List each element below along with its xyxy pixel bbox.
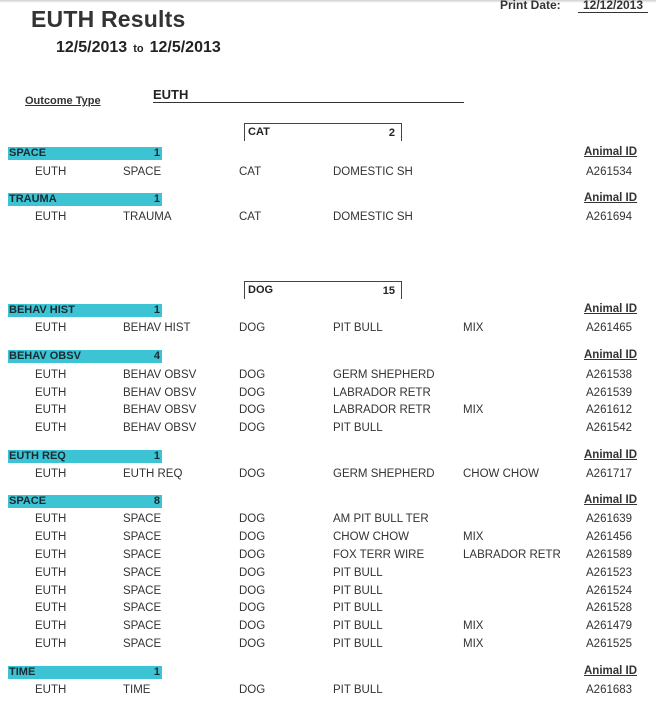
reason-cell: TIME — [123, 684, 151, 696]
animal-id-column-header: Animal ID — [584, 449, 638, 461]
reason-cell: SPACE — [123, 531, 162, 543]
animal-id-cell: A261542 — [586, 422, 633, 434]
primary-breed-cell: FOX TERR WIRE — [333, 549, 425, 561]
group-name: BEHAV OBSV — [9, 350, 81, 362]
group-count: 1 — [153, 666, 160, 678]
animal-id-cell: A261589 — [586, 549, 633, 561]
print-date-value: 12/12/2013 — [578, 0, 648, 13]
species-cell: DOG — [239, 404, 266, 416]
date-from: 12/5/2013 — [56, 39, 128, 56]
reason-cell: BEHAV OBSV — [123, 369, 197, 381]
species-cell: DOG — [239, 531, 266, 543]
reason-cell: BEHAV HIST — [123, 322, 191, 334]
secondary-breed-cell: LABRADOR RETR — [463, 549, 561, 561]
group-header-bar — [8, 193, 162, 206]
table-row — [0, 620, 656, 638]
group-name: EUTH REQ — [9, 450, 66, 462]
outcome-cell: EUTH — [35, 468, 67, 480]
primary-breed-cell: GERM SHEPHERD — [333, 468, 435, 480]
group-count: 8 — [153, 495, 160, 507]
table-row — [0, 369, 656, 387]
reason-cell: SPACE — [123, 567, 162, 579]
animal-id-column-header: Animal ID — [584, 303, 638, 315]
outcome-cell: EUTH — [35, 549, 67, 561]
reason-cell: SPACE — [123, 585, 162, 597]
primary-breed-cell: LABRADOR RETR — [333, 387, 431, 399]
outcome-cell: EUTH — [35, 567, 67, 579]
print-date-label: Print Date: — [500, 0, 561, 12]
species-cell: DOG — [239, 322, 266, 334]
outcome-cell: EUTH — [35, 211, 67, 223]
table-row — [0, 404, 656, 422]
outcome-type-value: EUTH — [153, 87, 464, 103]
group-header-bar — [8, 495, 162, 508]
group-header-bar — [8, 666, 162, 679]
species-cell: DOG — [239, 369, 266, 381]
reason-cell: BEHAV OBSV — [123, 387, 197, 399]
outcome-cell: EUTH — [35, 585, 67, 597]
species-cell: DOG — [239, 422, 266, 434]
group-name: SPACE — [9, 147, 47, 159]
primary-breed-cell: PIT BULL — [333, 620, 383, 632]
secondary-breed-cell: CHOW CHOW — [463, 468, 540, 480]
species-cell: DOG — [239, 513, 266, 525]
outcome-cell: EUTH — [35, 422, 67, 434]
reason-cell: BEHAV OBSV — [123, 404, 197, 416]
date-range-separator: to — [133, 43, 144, 55]
group-name: SPACE — [9, 495, 47, 507]
species-name: DOG — [248, 284, 274, 296]
species-cell: DOG — [239, 468, 266, 480]
table-row — [0, 422, 656, 440]
animal-id-cell: A261717 — [586, 468, 633, 480]
print-date — [500, 0, 644, 12]
secondary-breed-cell: MIX — [463, 531, 484, 543]
group-count: 1 — [153, 450, 160, 462]
primary-breed-cell: AM PIT BULL TER — [333, 513, 429, 525]
primary-breed-cell: DOMESTIC SH — [333, 211, 413, 223]
species-cell: DOG — [239, 567, 266, 579]
primary-breed-cell: DOMESTIC SH — [333, 166, 413, 178]
primary-breed-cell: PIT BULL — [333, 322, 383, 334]
table-row — [0, 387, 656, 405]
animal-id-cell: A261612 — [586, 404, 633, 416]
primary-breed-cell: PIT BULL — [333, 422, 383, 434]
animal-id-cell: A261528 — [586, 602, 633, 614]
animal-id-column-header: Animal ID — [584, 665, 638, 677]
table-row — [0, 549, 656, 567]
species-cell: DOG — [239, 620, 266, 632]
outcome-cell: EUTH — [35, 387, 67, 399]
reason-cell: SPACE — [123, 602, 162, 614]
species-cell: DOG — [239, 638, 266, 650]
species-count: 15 — [382, 285, 395, 297]
secondary-breed-cell: MIX — [463, 620, 484, 632]
table-row — [0, 602, 656, 620]
group-count: 4 — [153, 350, 160, 362]
reason-cell: EUTH REQ — [123, 468, 183, 480]
group-header-bar — [8, 304, 162, 317]
group-count: 1 — [153, 193, 160, 205]
species-cell: CAT — [239, 211, 262, 223]
species-cell: DOG — [239, 585, 266, 597]
outcome-cell: EUTH — [35, 513, 67, 525]
outcome-cell: EUTH — [35, 322, 67, 334]
species-name: CAT — [248, 126, 270, 138]
animal-id-cell: A261683 — [586, 684, 633, 696]
outcome-cell: EUTH — [35, 531, 67, 543]
outcome-cell: EUTH — [35, 684, 67, 696]
outcome-cell: EUTH — [35, 620, 67, 632]
animal-id-cell: A261694 — [586, 211, 633, 223]
outcome-cell: EUTH — [35, 166, 67, 178]
species-cell: DOG — [239, 549, 266, 561]
reason-cell: SPACE — [123, 166, 162, 178]
secondary-breed-cell: MIX — [463, 404, 484, 416]
report-title: EUTH Results — [31, 6, 186, 32]
animal-id-cell: A261479 — [586, 620, 633, 632]
secondary-breed-cell: MIX — [463, 638, 484, 650]
primary-breed-cell: PIT BULL — [333, 585, 383, 597]
outcome-cell: EUTH — [35, 369, 67, 381]
animal-id-cell: A261523 — [586, 567, 633, 579]
group-name: TRAUMA — [9, 193, 57, 205]
group-count: 1 — [153, 304, 160, 316]
species-cell: DOG — [239, 387, 266, 399]
reason-cell: SPACE — [123, 513, 162, 525]
animal-id-cell: A261524 — [586, 585, 633, 597]
animal-id-cell: A261456 — [586, 531, 633, 543]
table-row — [0, 567, 656, 585]
group-header-bar — [8, 450, 162, 463]
table-row — [0, 211, 656, 229]
table-row — [0, 531, 656, 549]
primary-breed-cell: PIT BULL — [333, 684, 383, 696]
group-header-bar — [8, 147, 162, 160]
animal-id-cell: A261539 — [586, 387, 633, 399]
animal-id-cell: A261525 — [586, 638, 633, 650]
species-header-cat — [244, 123, 402, 141]
group-count: 1 — [153, 147, 160, 159]
animal-id-column-header: Animal ID — [584, 146, 638, 158]
animal-id-column-header: Animal ID — [584, 192, 638, 204]
species-cell: DOG — [239, 602, 266, 614]
animal-id-cell: A261465 — [586, 322, 633, 334]
group-header-bar — [8, 350, 162, 363]
species-header-dog — [244, 281, 402, 299]
secondary-breed-cell: MIX — [463, 322, 484, 334]
table-row — [0, 468, 656, 486]
species-cell: CAT — [239, 166, 262, 178]
species-cell: DOG — [239, 684, 266, 696]
outcome-cell: EUTH — [35, 404, 67, 416]
reason-cell: SPACE — [123, 638, 162, 650]
animal-id-cell: A261538 — [586, 369, 633, 381]
reason-cell: BEHAV OBSV — [123, 422, 197, 434]
primary-breed-cell: PIT BULL — [333, 602, 383, 614]
primary-breed-cell: LABRADOR RETR — [333, 404, 431, 416]
table-row — [0, 638, 656, 656]
table-row — [0, 166, 656, 184]
reason-cell: SPACE — [123, 549, 162, 561]
animal-id-column-header: Animal ID — [584, 349, 638, 361]
table-row — [0, 585, 656, 603]
table-row — [0, 322, 656, 340]
group-name: BEHAV HIST — [9, 304, 75, 316]
table-row — [0, 513, 656, 531]
table-row — [0, 684, 656, 702]
outcome-cell: EUTH — [35, 638, 67, 650]
primary-breed-cell: PIT BULL — [333, 567, 383, 579]
reason-cell: TRAUMA — [123, 211, 172, 223]
date-range — [56, 39, 221, 57]
animal-id-cell: A261639 — [586, 513, 633, 525]
species-count: 2 — [388, 127, 395, 139]
outcome-cell: EUTH — [35, 602, 67, 614]
primary-breed-cell: PIT BULL — [333, 638, 383, 650]
primary-breed-cell: CHOW CHOW — [333, 531, 410, 543]
date-to: 12/5/2013 — [149, 39, 221, 56]
primary-breed-cell: GERM SHEPHERD — [333, 369, 435, 381]
animal-id-column-header: Animal ID — [584, 494, 638, 506]
group-name: TIME — [9, 666, 36, 678]
outcome-type-label: Outcome Type — [25, 95, 101, 107]
reason-cell: SPACE — [123, 620, 162, 632]
animal-id-cell: A261534 — [586, 166, 633, 178]
